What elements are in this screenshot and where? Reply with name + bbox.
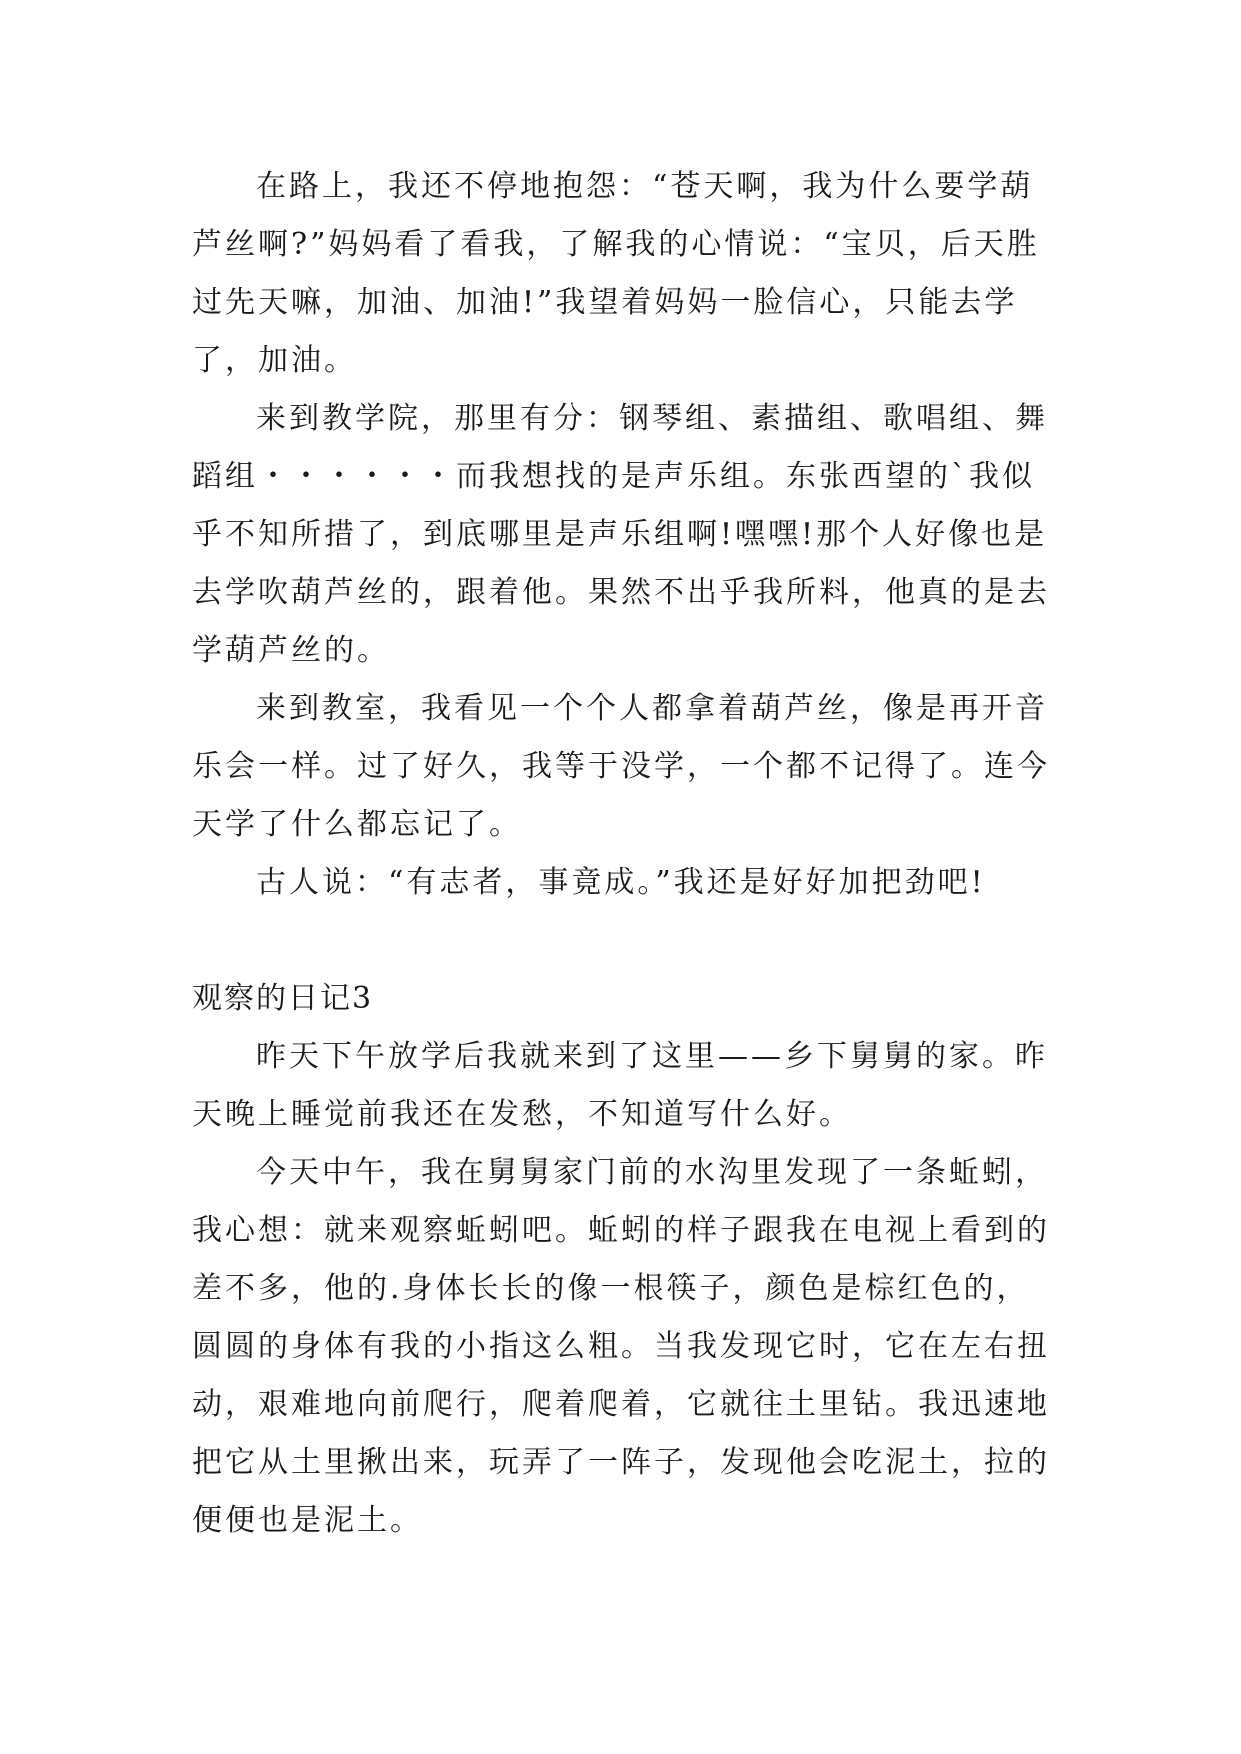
text-line: 便便也是泥土。 [192, 1503, 423, 1538]
text-line: 天晚上睡觉前我还在发愁，不知道写什么好。 [192, 1097, 852, 1132]
text-line: 动，艰难地向前爬行，爬着爬着，它就往土里钻。我迅速地 [192, 1387, 1050, 1422]
text-line: 差不多，他的.身体长长的像一根筷子，颜色是棕红色的， [192, 1271, 1030, 1306]
paragraph-proverb [192, 854, 1052, 912]
text-line: 天学了什么都忘记了。 [192, 807, 522, 842]
text-line: 来到教室，我看见一个个人都拿着葫芦丝，像是再开音 [256, 691, 1048, 726]
paragraph-countryside [192, 1028, 1052, 1144]
text-line: 去学吹葫芦丝的，跟着他。果然不出乎我所料，他真的是去 [192, 575, 1050, 610]
paragraph-earthworm [192, 1144, 1052, 1550]
section-title: 观察的日记3 [192, 981, 374, 1016]
text-line: 蹈组・・・・・・而我想找的是声乐组。东张西望的`我似 [192, 459, 1035, 494]
text-line: 在路上，我还不停地抱怨：“苍天啊，我为什么要学葫 [256, 169, 1034, 204]
paragraph-complaint [192, 158, 1052, 390]
text-line: 古人说：“有志者，事竟成。”我还是好好加把劲吧! [256, 865, 986, 900]
text-line: 过先天嘛，加油、加油!”我望着妈妈一脸信心，只能去学 [192, 285, 1018, 320]
paragraph-school [192, 390, 1052, 680]
text-line: 芦丝啊?”妈妈看了看我，了解我的心情说：“宝贝，后天胜 [192, 227, 1040, 262]
paragraph-classroom [192, 680, 1052, 854]
text-line: 乎不知所措了，到底哪里是声乐组啊!嘿嘿!那个人好像也是 [192, 517, 1048, 552]
text-line: 了，加油。 [192, 343, 357, 378]
section-gap [192, 912, 1052, 970]
text-line: 今天中午，我在舅舅家门前的水沟里发现了一条蚯蚓， [256, 1155, 1048, 1190]
document-page [192, 158, 1052, 1550]
text-line: 来到教学院，那里有分：钢琴组、素描组、歌唱组、舞 [256, 401, 1048, 436]
text-line: 把它从土里揪出来，玩弄了一阵子，发现他会吃泥土，拉的 [192, 1445, 1050, 1480]
text-line: 学葫芦丝的。 [192, 633, 390, 668]
text-line: 昨天下午放学后我就来到了这里——乡下舅舅的家。昨 [256, 1039, 1048, 1074]
text-line: 乐会一样。过了好久，我等于没学，一个都不记得了。连今 [192, 749, 1050, 784]
text-line: 我心想：就来观察蚯蚓吧。蚯蚓的样子跟我在电视上看到的 [192, 1213, 1050, 1248]
text-line: 圆圆的身体有我的小指这么粗。当我发现它时，它在左右扭 [192, 1329, 1050, 1364]
